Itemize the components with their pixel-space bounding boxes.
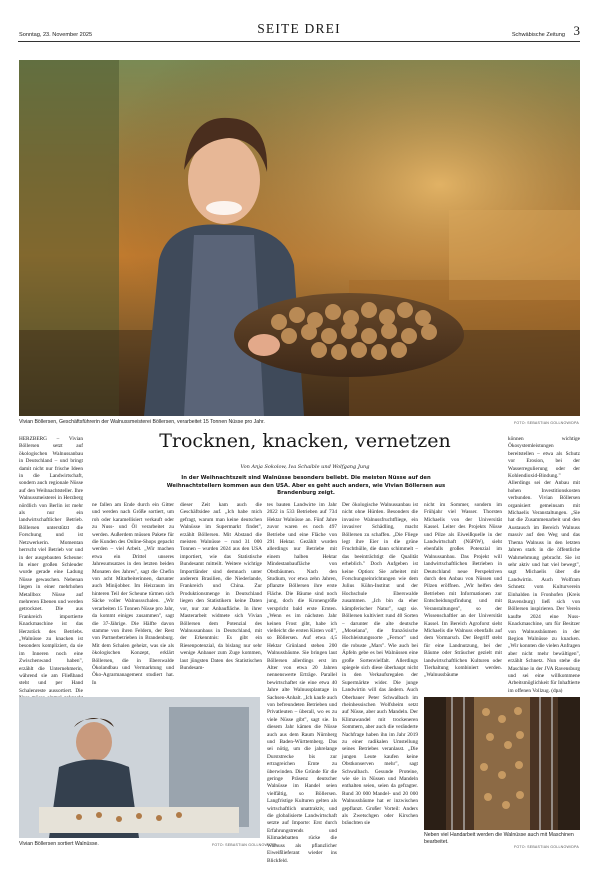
article-column-6: [424, 502, 502, 692]
article-headline: Trocknen, knacken, vernetzen: [159, 430, 451, 452]
sorting-photo-credit: FOTO: SEBASTIAN GOLLNOW/DPA: [212, 843, 277, 847]
article-column-2: [92, 502, 174, 692]
hero-caption: Vivian Böllersen, Geschäftsführerin der Walnussmeisterei Böllersen, verarbeitet 15 Tonnen Nüsse pro Jahr.: [19, 419, 265, 425]
article-column-5: [342, 502, 418, 837]
page-number: 3: [573, 23, 580, 38]
sorting-photo-illustration: [19, 697, 260, 838]
machine-photo-credit: FOTO: SEBASTIAN GOLLNOW/DPA: [514, 845, 579, 849]
column-text: nicht im Sommer, sondern im Frühjahr viel Wasser. Thorsten Michaelis von der Universität Kassel. Leiter des Projekts Nüsse und Pilze als Eiweißquelle in der Landwirtschaft (NüPiW), sieht ebenfalls großes Potenzial im Walnussanbau. Das Projekt will landwirtschaftlichen Betrieben in Deutschland neue Perspektiven durch den Anbau von Nüssen und Pilzen eröffnen. „Wir helfen den Betrieben mit Informationen zur Entscheidungsfindung und mit Veranstaltungen", so der Wissenschaftler an der Universität Kassel. Im Bereich Agroforst sieht Michaelis die Walnuss ebenfalls auf dem Vormarsch. Der Begriff steht für eine Landnutzung, bei der Bäume oder Sträucher gezielt mit landwirtschaftlichen Kulturen oder Tierhaltung kombiniert werden. „Walnussbäume: [424, 502, 502, 679]
article-column-7: [508, 436, 580, 692]
column-text: können wichtige Ökosystemleistungen bereitstellen – etwa als Schutz vor Erosion, bei der Wasserregulierung oder der Kohlendioxid-Bindung." Allerdings sei der Anbau mit hohen Investitionskosten verbunden. Vivian Böllersen organisiert gemeinsam mit Michaelis Veranstaltungen. „Sie hat die Zusammenarbeit und den Austausch im Bereich Walnuss massiv auf den Weg und das Thema Walnuss in den letzten Jahren stark in die öffentliche Wahrnehmung gebracht. Sie ist sehr aktiv und hat viel bewegt", sagt Michaelis über die Landwirtin. Auch Wolfram Schnetz vom Kulturverein Einhalden in Fronhofen (Kreis Ravensburg) ließ sich von Böllersen inspirieren. Der Verein kaufte 2024 eine Nuss-Knackmaschine, um für Besitzer von Walnussbäumen in der Region Walnüsse zu knacken. „Wir konnten die vielen Anfragen aber nicht mehr bewältigen", erzählt Schnetz. Nun stehe die Maschine in der JVA Ravensburg und sei eine willkommene Arbeitsmöglichkeit für Inhaftierte im offenen Vollzug. (dpa): [508, 436, 580, 694]
article-lead: In der Weihnachtszeit sind Walnüsse besonders beliebt. Die meisten Nüsse auf den Weihnachtstellern kommen aus den USA. Aber es geht auch anders, wie Vivian Böllersen aus Brandenburg zeigt.: [166, 475, 446, 496]
hero-photo: [19, 60, 580, 416]
column-text: dieser Zeit kam auch die Geschäftsidee auf. „Ich habe mich gefragt, warum man keine deutschen Walnüsse im Supermarkt findet", erzählt Böllersen. Mit Abstand die meisten Walnüsse – rund 31 000 Tonnen – wurden 2024 aus den USA importiert, wie das Statistische Bundesamt mitteilt. Weitere wichtige Importländer sind demnach unter anderem Brasilien, die Niederlande, Frankreich und China. Zur Produktionsmenge in Deutschland liegen den Statistikern keine Daten vor, nur zur Anbaufläche. In ihrer Masterarbeit widmete sich Vivian Böllersen dem Potenzial des Walnussanbaus in Deutschland, mit der Erkenntnis: Es gibt ein Riesenpotenzial, da bislang nur sehr wenige Anbauer zum Zuge kommen, laut jüngsten Daten des Statistischen Bundesam-: [180, 502, 262, 671]
header-rule: [18, 41, 580, 42]
column-text: ne fallen am Ende durch ein Gitter und werden nach Größe sortiert, um roh oder karamellisiert verkauft oder zu Nuss- und Öl verarbeitet zu werden. Außerdem müssen Pakete für die Kunden des Online-Shops gepackt werden – viel Arbeit. „Wir machen etwa ein Drittel unseres Jahresumsatzes in den letzten beiden Monaten des Jahres", sagt die Chefin von acht Mitarbeiterinnen, darunter auch Minijobber. Im Heizraum im hinteren Teil der Scheune türmen sich Säcke voller Walnussschalen. „Wir verarbeiten 15 Tonnen Nüsse pro Jahr, da kommt einiges zusammen", sagt die 37-Jährige. Die Hälfte davon stamme von ihren Feldern, der Rest von Partnerbetrieben in Brandenburg. Mit dem Schalen geheizt, was sie als ökologischen Konzept, erklärt Böllersen, die in Eberswalde Ökolandbau und Vermarktung und Öko-Agrarmanagement studiert hat. In: [92, 502, 174, 686]
sorting-photo-caption: Vivian Böllersen sortiert Walnüsse.: [19, 841, 99, 847]
article-byline: Von Anja Sokolow, Iva Schaible und Wolfgang Jung: [240, 464, 370, 470]
machine-photo-illustration: [424, 697, 580, 830]
hero-credit: FOTO: SEBASTIAN GOLLNOW/DPA: [514, 421, 579, 425]
article-column-4: [267, 502, 337, 864]
section-title: SEITE DREI: [257, 21, 341, 36]
header-date: Sonntag, 23. November 2025: [19, 32, 93, 38]
column-text: HERZBERG – Vivian Böllersen setzt auf ökologischen Walnussanbau in Deutschland – und bringt damit nicht nur frische Ideen in die Landwirtschaft, sondern auch regionale Nüsse auf den Weihnachtsteller. Ihre Walnussmeisterei in Herzberg nördlich von Berlin ist mehr als nur ein landwirtschaftlicher Betrieb. Böllersen unterstützt die Forschung und ist Netzwerkerin. Momentan herrscht viel Betrieb vor und in der ausgebauten Scheune: In einer großen Schleuder wurde gerade eine Ladung Nüsse gewaschen. Nebenan liegen in einer mehrhohen Metallbox Nüsse auf mehreren Ebenen und werden getrocknet. Die aus Frankreich importierte Knackmaschine ist das Herzstück des Betriebs. „Walnüsse zu knacken ist besonders kompliziert, da sie im Inneren noch eine Zwischenwand haben", erzählt die Unternehmerin, während sie am Fließband steht und per Hand Schalenreste aussortiert. Die: [19, 436, 83, 694]
machine-photo: [424, 697, 580, 830]
hero-photo-illustration: [19, 60, 580, 416]
article-column-1: [19, 436, 83, 692]
column-text: tes bauten Landwirte im Jahr 2022 in 533 Betrieben auf 734 Hektar Walnüsse an. Fünf Jahre zuvor waren es noch 497 Betriebe und eine Fläche von 291 Hektar. Gezählt wurden allerdings nur Betriebe mit einem halben Hektar Mindestanbaufläche von Obstbäumen. Nach den Studium, vor etwa zehn Jahren, pflanzte Böllersen ihre erste Fläche. Die Bäume sind noch jung, doch die Kronengröße verspricht bald erste Ernten. „Wenn es im nächsten Jahr keinen Frost gibt, habe ich vielleicht die ersten Kisten voll", so Böllersen. Auf etwa 4,5 Hektar Grünland stehen 200 Walnussbäume. Sie bringen laut Böllersen allerdings erst im Alter von etwa 20 Jahren nennenswerte Erträge. Parallel bewirtschaftet sie eine etwa 40 Jahre alte Walnussplantage in Sachsen-Anhalt. „Ich kaufe auch von befreundeten Betrieben und Privatleuten – überall, wo es zu viele Nüsse gibt", sagt sie. In diesem Jahr kämen die Nüsse auch aus dem Raum Nürnberg und Baden-Württemberg. Das sei nötig, um die jahrelange Durststrecke bis zur ertragreichen Ernte zu überwinden. Die Gründe für die geringe Präsenz deutscher Walnüsse im Handel seien vielfältig, so Böllersen. Langfristige Kulturen gelten als wirtschaftlich unattraktiv, und die globalisierte Landwirtschaft setzte auf Importe: Erst durch Erfahrungstrends und Klimadebatten rücke die Walnuss als pflanzlicher Eiweißlieferant wieder ins Blickfeld.: [267, 502, 337, 864]
column-text: Der ökologische Walnussanbau ist nicht ohne Hürden. Besonders die invasive Walnussfruchtfliege, ein invasiver Schädling, macht Böllersen zu schaffen. „Die Fliege legt ihre Eier in die grüne Fruchthülle, die dann schimmelt – das beeinträchtigt die Qualität erheblich." Doch Aufgeben ist keine Option: Sie arbeitet mit Forschungseinrichtungen wie dem Julius Kühn-Institut und der Hochschule Eberswalde zusammen. „Ich bin da eher kämpferischer Natur", sagt sie. Böllersen kultiviert rund 40 Sorten – darunter die alte deutsche „Moselana", die französische Hochleistungssorte „Fernor" und die robuste „Mars". Wie auch bei Äpfeln gebe es bei Walnüssen eine große Sortenvielfalt. Allerdings spiegele sich diese überhaupt nicht in den Verkaufsregalen der Supermärkte wider. Die junge Landwirtin will das ändern. Auch Oberbauer Peter Schwalbach im rheinhessischen Wolfsheim setzt auf Nüsse, aber auch Mandeln. Der Klimawandel mit trockeneren Sommern, aber auch die veränderte Nachfrage haben ihn im Jahr 2019 zu einer radikalen Umstellung seines Betriebes veranlasst. „Die jungen Leute kaufen keine Obstkonserven mehr", sagt Schwalbach. Gesunde Proteine, wie sie in Nüssen und Mandeln enthalten seien, seien da gefragter. Rund 30 000 Mandel- und 20 000 Walnussbäume hat er inzwischen gepflanzt. Großer Vorteil: Anders als Zwetschgen oder Kirschen bräuchten sie: [342, 502, 418, 827]
header-paper-name: Schwäbische Zeitung: [511, 32, 565, 38]
article-column-3: [180, 502, 262, 692]
sorting-photo: [19, 697, 260, 838]
machine-photo-caption: Neben viel Handarbeit werden die Walnüsse auch mit Maschinen bearbeitet.: [424, 832, 574, 845]
